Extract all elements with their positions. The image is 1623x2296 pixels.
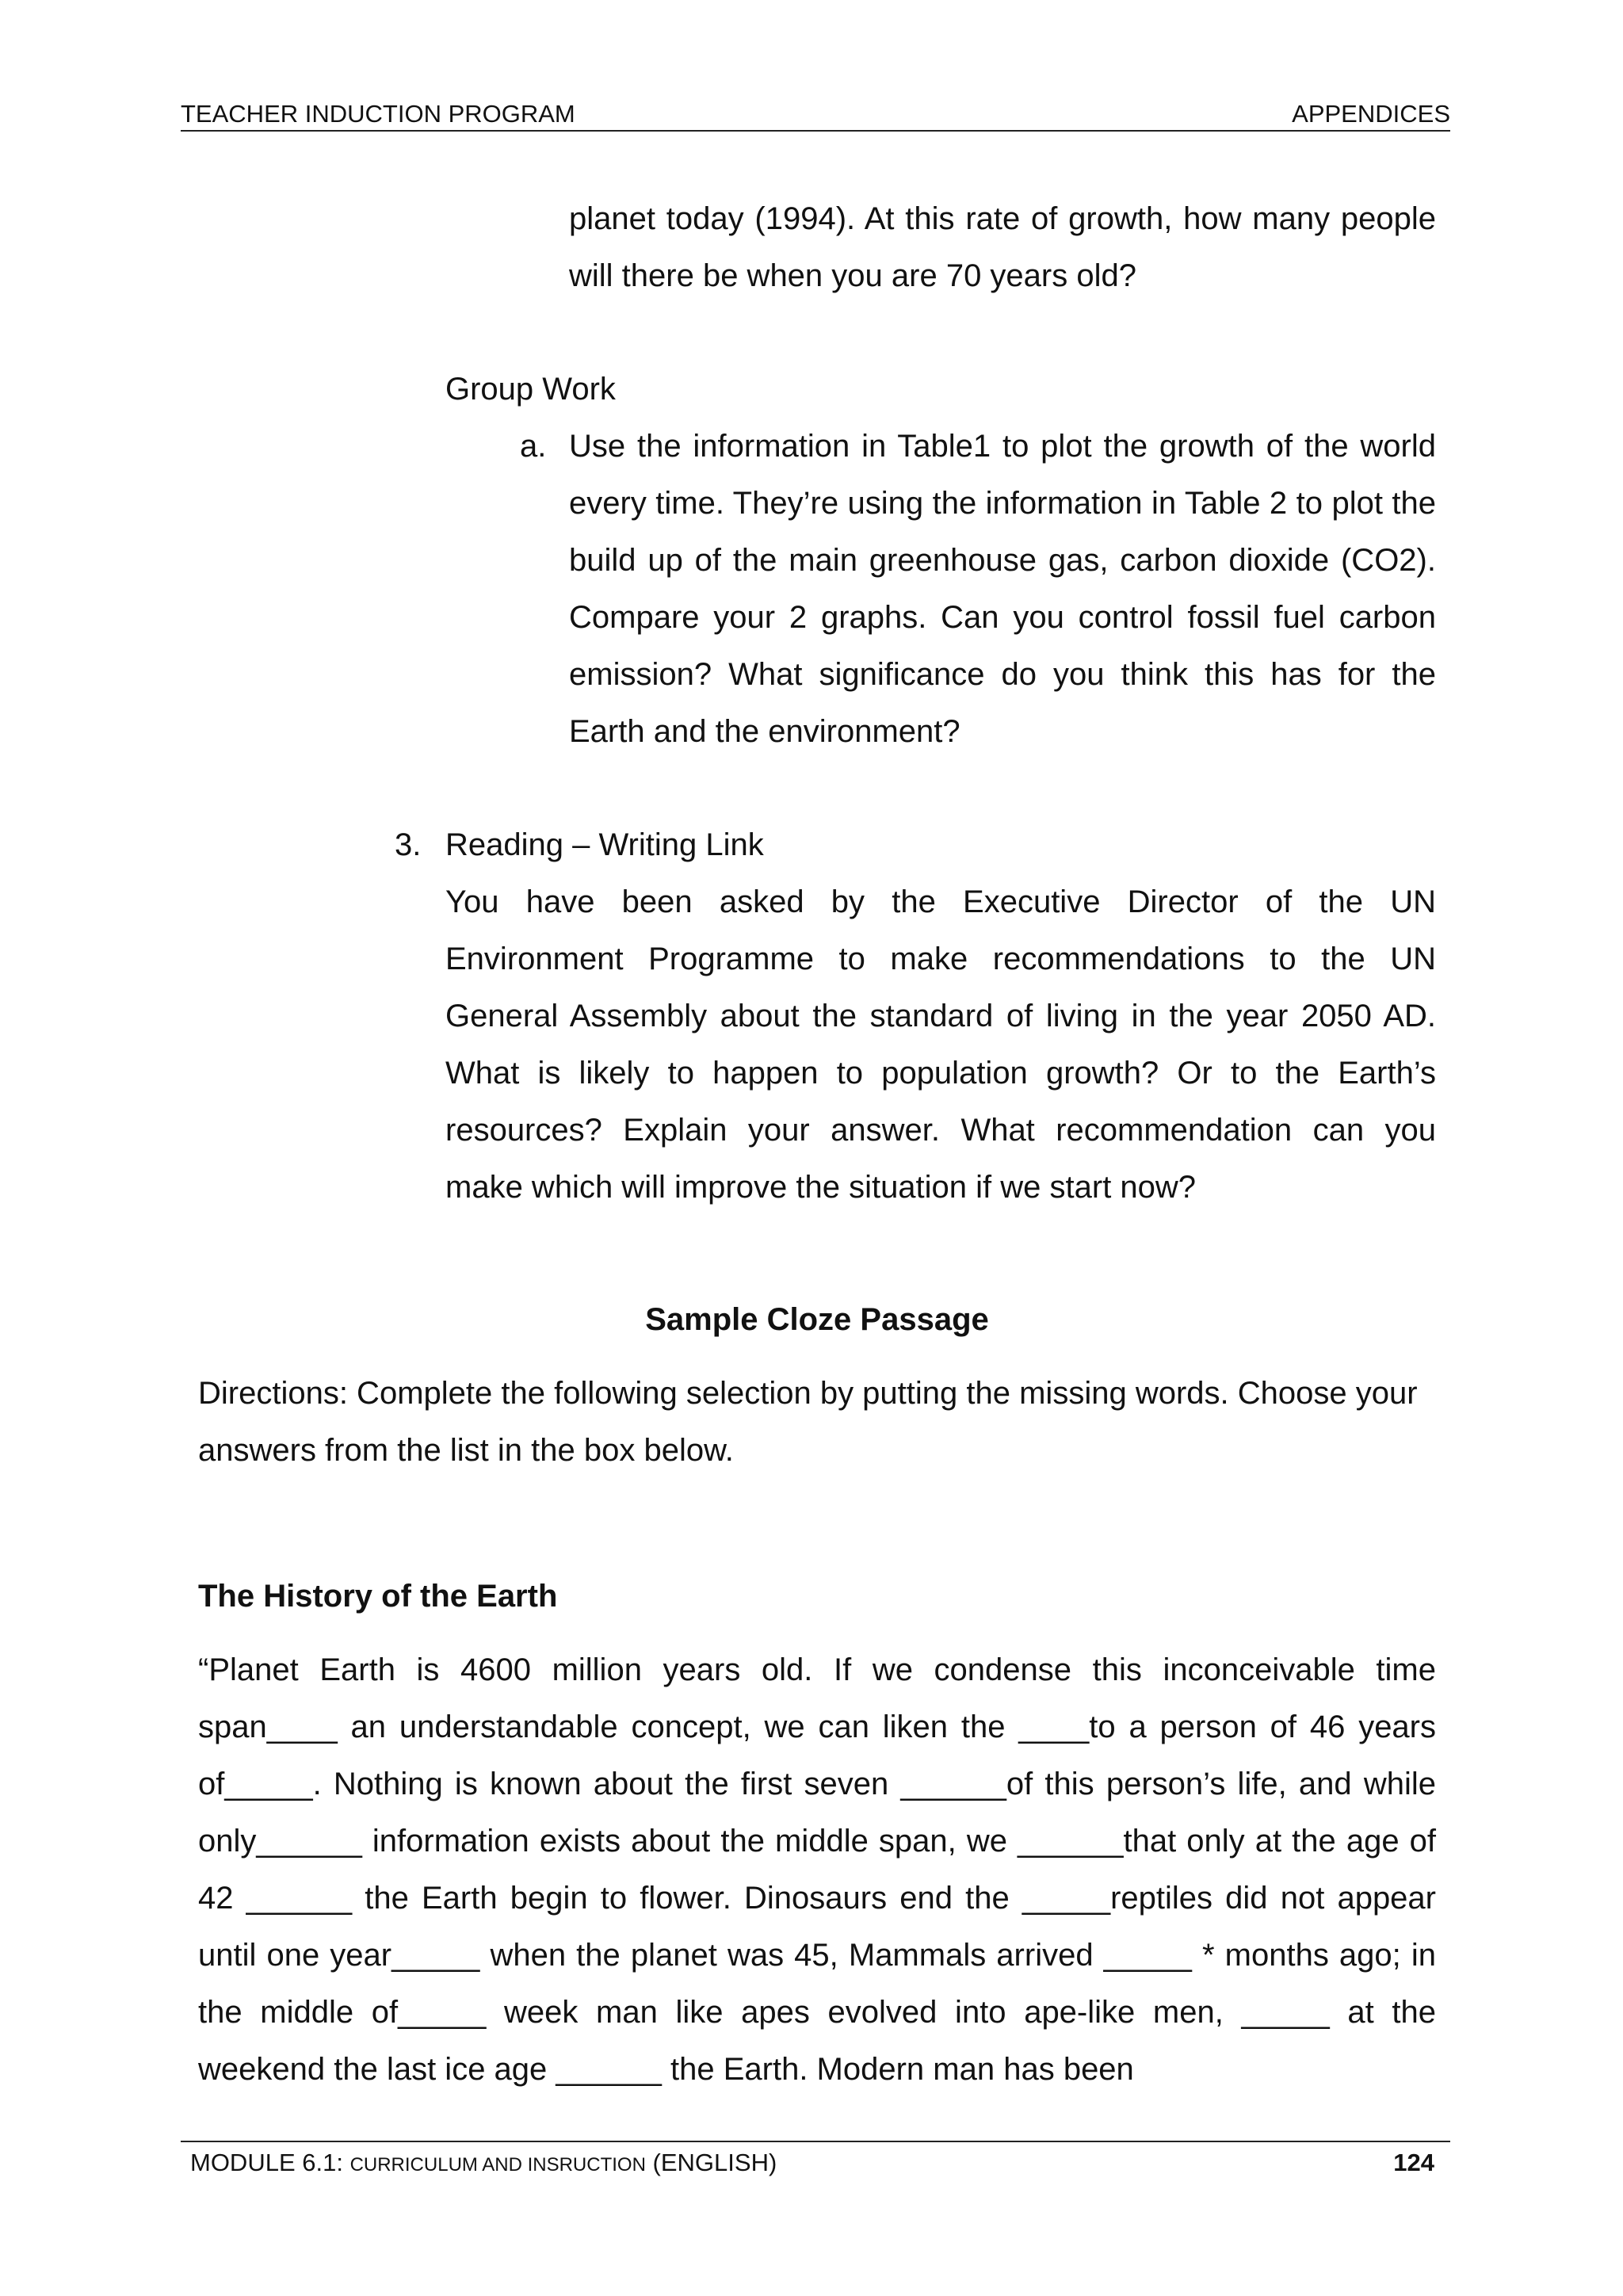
footer-module [190, 2147, 777, 2181]
cloze-directions: Directions: Complete the following selection by putting the missing words. Choose your answers from the list in the box below. [198, 1376, 1418, 1468]
reading-writing-heading: Reading – Writing Link [445, 827, 764, 862]
continuation-paragraph: planet today (1994). At this rate of growth, how many people will there be when you are 70 years old? [569, 201, 1436, 293]
page-header [181, 98, 1450, 132]
group-work-heading: Group Work [445, 372, 616, 407]
footer-subject: (ENGLISH) [645, 2149, 777, 2176]
header-section-title: APPENDICES [1292, 100, 1450, 128]
page-footer [181, 2141, 1450, 2176]
header-program-title: TEACHER INDUCTION PROGRAM [181, 100, 575, 128]
reading-writing-text: You have been asked by the Executive Director of the UN Environment Programme to make recommendations to the UN General Assembly about the standard of living in the year 2050 AD. What is likely to happen to population growth? Or to the Earth’s resources? Explain your answer. What recommendation can you make which will improve the situation if we start now? [445, 884, 1436, 1205]
page-number: 124 [1393, 2149, 1434, 2176]
item-a-text: Use the information in Table1 to plot the growth of the world every time. They’re using the information in Table 2 to plot the build up of the main greenhouse gas, carbon dioxide (CO2). Compare your 2 graphs. Can you control fossil fuel carbon emission? What significance do you think this has for the Earth and the environment? [569, 429, 1436, 749]
footer-course: CURRICULUM AND INSRUCTION [349, 2154, 646, 2176]
history-title: The History of the Earth [198, 1579, 558, 1614]
cloze-passage: “Planet Earth is 4600 million years old. If we condense this inconceivable time span____ an understandable concept, we can liken the ____to a person of 46 years of_____. Nothing is known about the first seven ______of this person’s life, and while only______ information exists about the middle span, we ______that only at the age of 42 ______ the Earth begin to flower. Dinosaurs end the _____reptiles did not appear until one year_____ when the planet was 45, Mammals arrived _____ * months ago; in the middle of_____ week man like apes evolved into ape-like men, _____ at the weekend the last ice age ______ the Earth. Modern man has been [198, 1652, 1436, 2087]
cloze-title: Sample Cloze Passage [645, 1302, 989, 1337]
item-a-marker: a. [520, 429, 547, 464]
item-3-marker: 3. [395, 827, 422, 862]
footer-module-number: MODULE 6.1: [190, 2149, 350, 2176]
